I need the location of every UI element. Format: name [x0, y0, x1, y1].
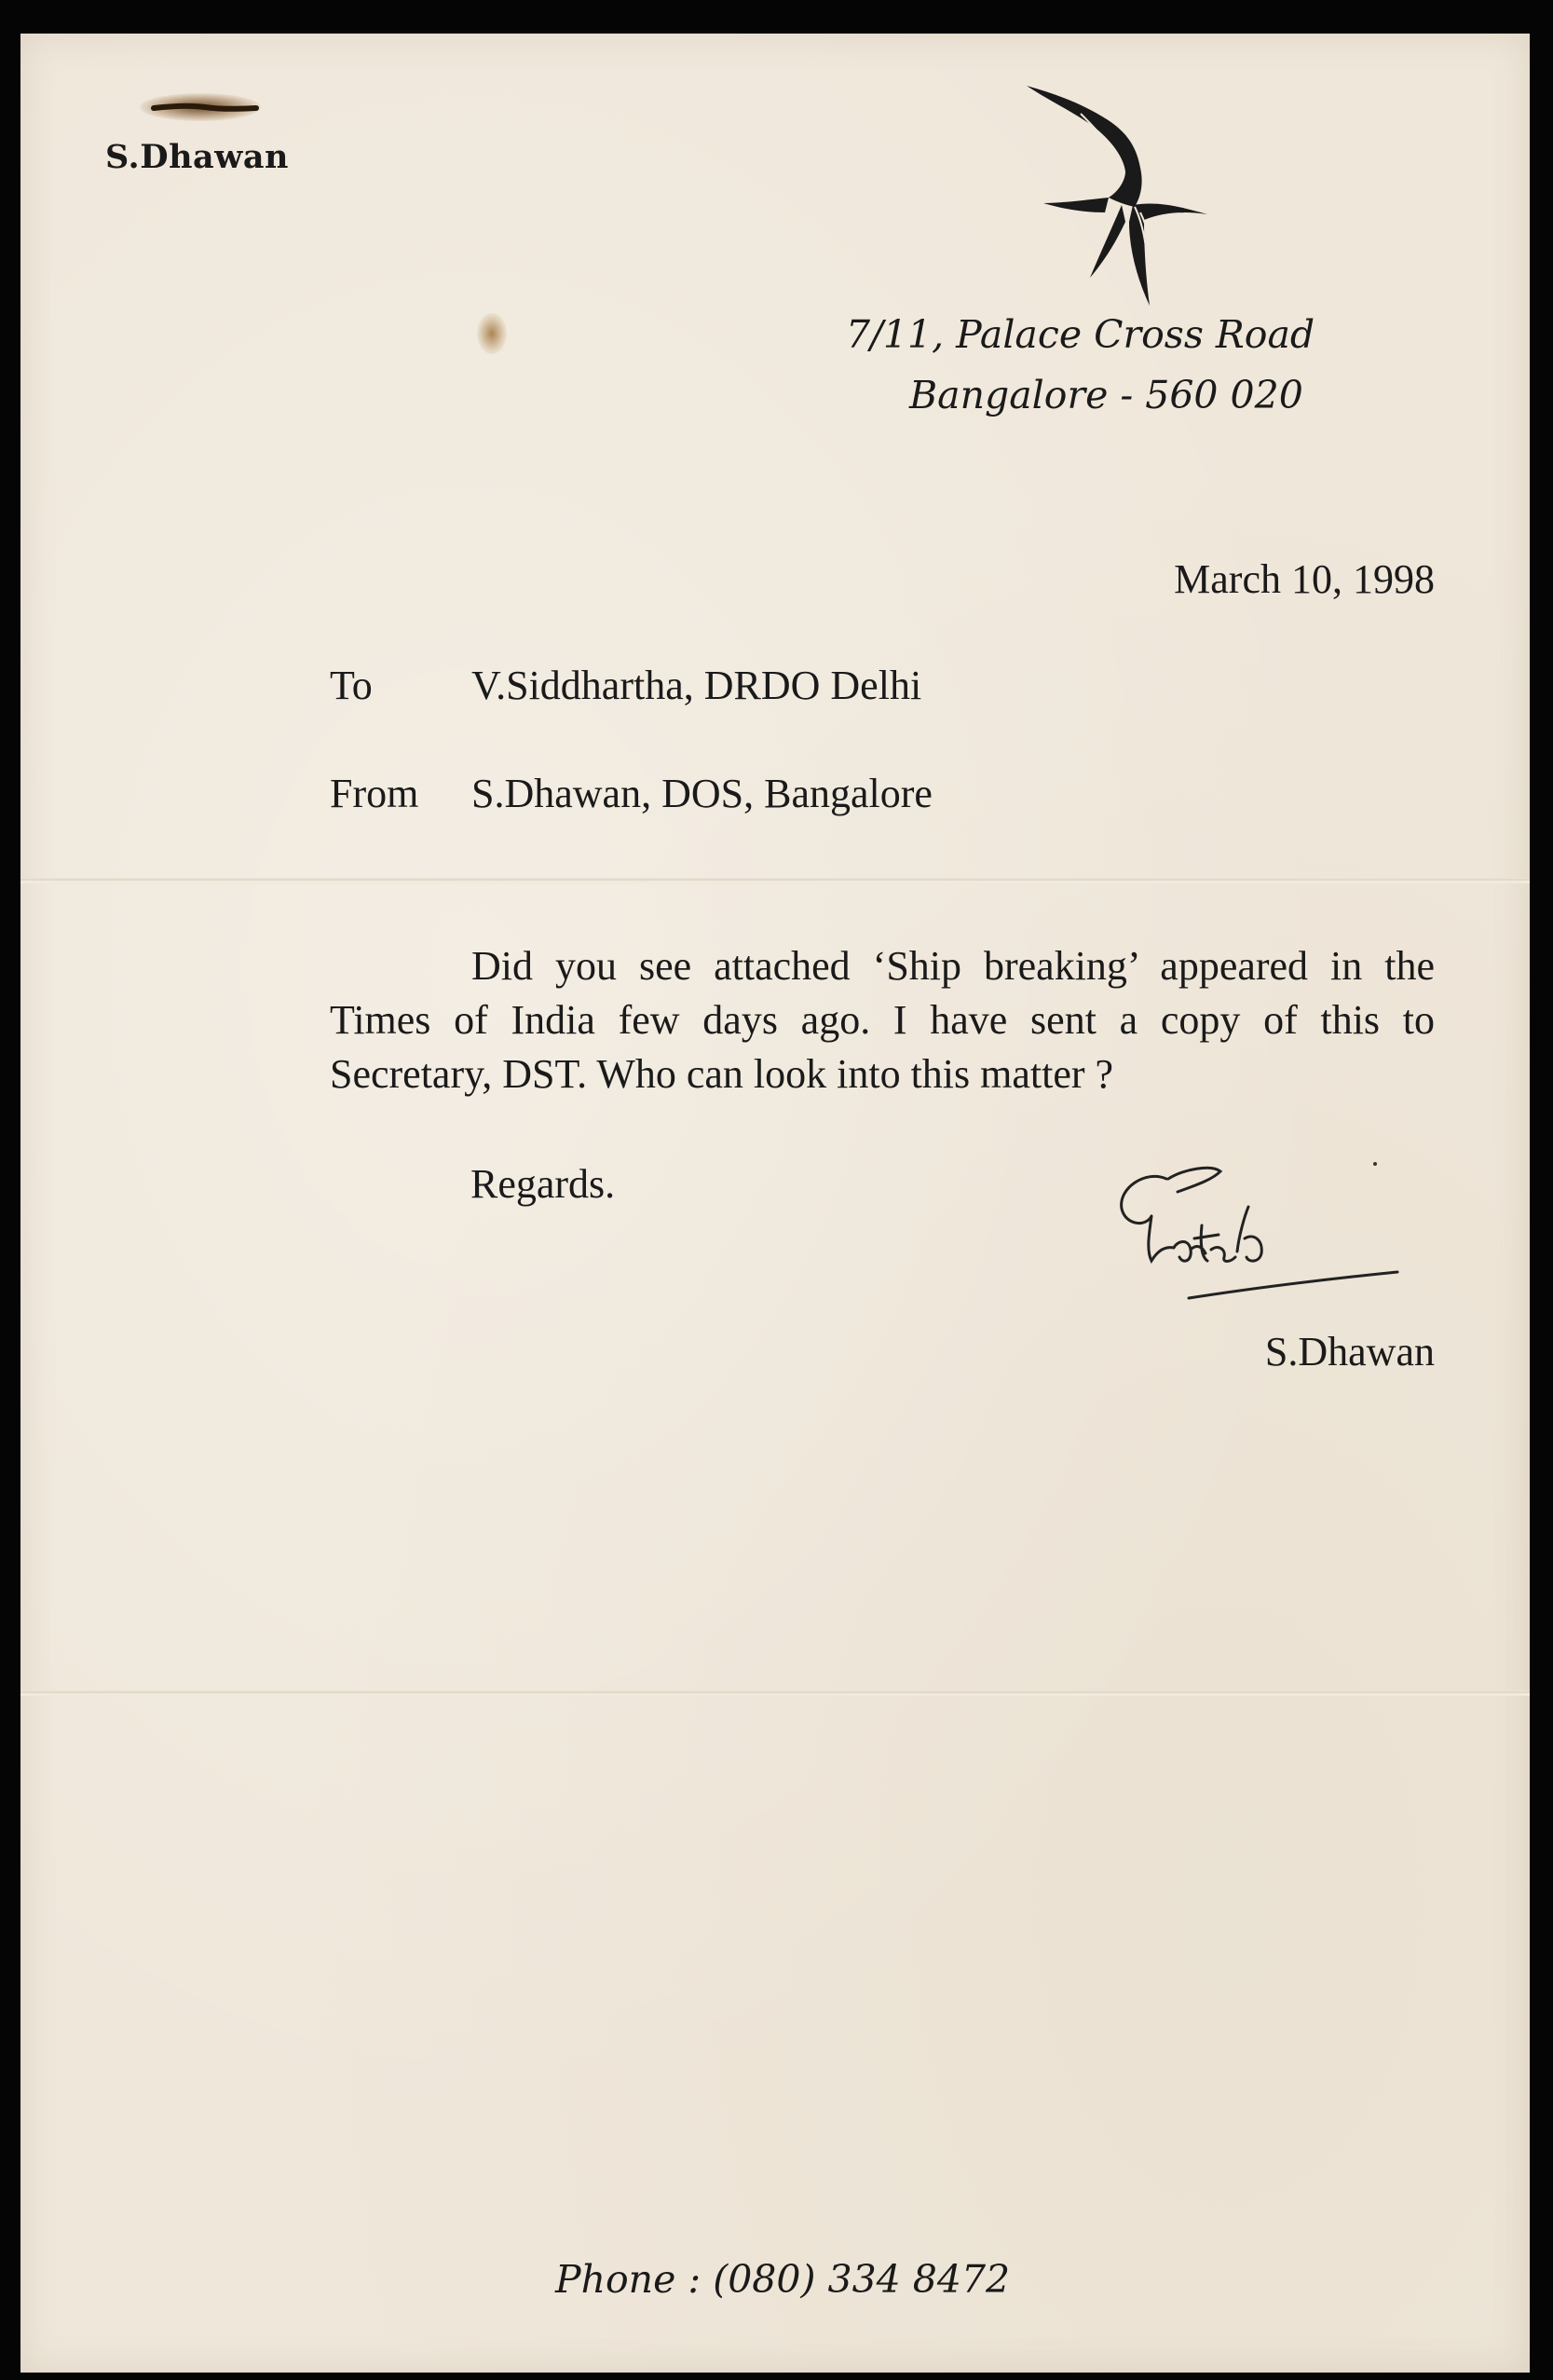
closing: Regards.	[470, 1161, 616, 1207]
flying-bird-icon	[1025, 82, 1211, 306]
footer-phone: Phone : (080) 334 8472	[555, 2257, 1011, 2302]
signatory-name: S.Dhawan	[1264, 1329, 1435, 1375]
handwritten-signature	[1109, 1160, 1416, 1309]
from-label: From	[330, 771, 419, 816]
paper-fold-bottom	[20, 1690, 1530, 1696]
from-value: S.Dhawan, DOS, Bangalore	[471, 771, 933, 816]
stain-spot	[477, 313, 507, 354]
address-line-2: Bangalore - 560 020	[909, 373, 1303, 417]
to-label: To	[330, 663, 373, 708]
struck-mark	[149, 99, 261, 117]
letter-date: March 10, 1998	[1174, 556, 1435, 602]
letter-body: Did you see attached ‘Ship breaking’ appeared in the Times of India few days ago. I have sent a copy of this to Secretary, DST. Who can look into this matter ?	[330, 943, 1435, 1097]
to-value: V.Siddhartha, DRDO Delhi	[471, 663, 922, 708]
letterhead-name: S.Dhawan	[105, 138, 289, 176]
paper-fold-top	[20, 878, 1530, 883]
address-line-1: 7/11, Palace Cross Road	[846, 312, 1315, 357]
